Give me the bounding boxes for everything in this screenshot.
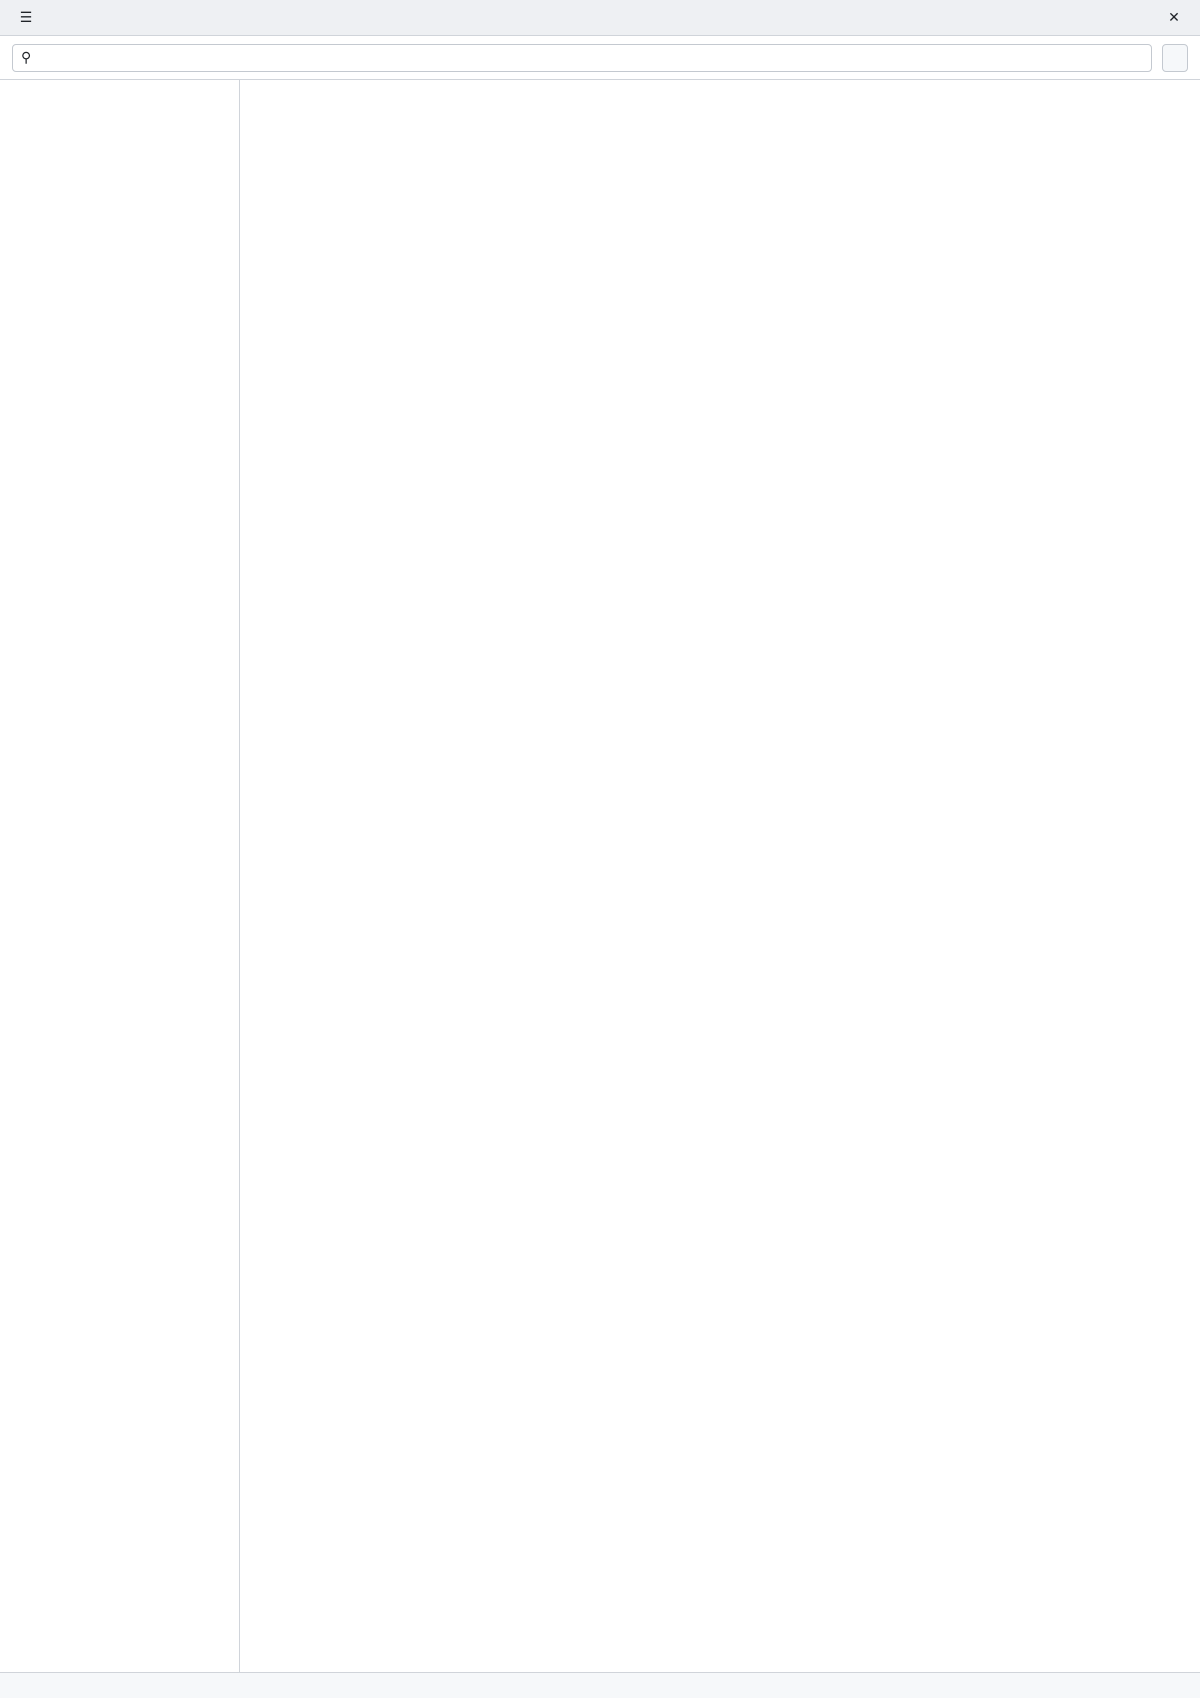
search-icon: ⚲ <box>21 49 32 65</box>
search-input[interactable] <box>37 49 1143 67</box>
sidebar-item[interactable] <box>0 92 239 124</box>
primary-action-button[interactable] <box>1162 44 1188 72</box>
title-bar <box>0 0 1200 36</box>
sidebar <box>0 80 240 1672</box>
sidebar-item[interactable] <box>0 124 239 156</box>
content-panel <box>240 80 1200 1672</box>
search-box[interactable] <box>12 44 1152 72</box>
main-area <box>0 80 1200 1672</box>
sidebar-item[interactable] <box>0 156 239 188</box>
menu-icon[interactable]: ☰ <box>19 9 33 25</box>
status-bar <box>0 1672 1200 1698</box>
close-icon[interactable]: ✕ <box>1168 9 1180 25</box>
toolbar <box>0 36 1200 80</box>
